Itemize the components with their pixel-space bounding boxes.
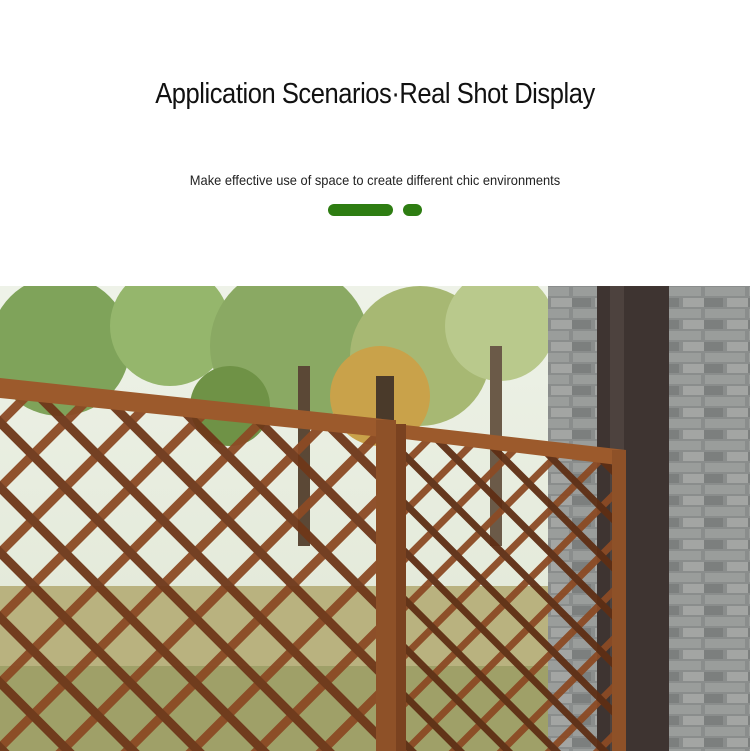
page-title: Application Scenarios·Real Shot Display: [155, 78, 595, 110]
fence-panel-right: [396, 424, 626, 751]
page-subtitle: Make effective use of space to create different chic environments: [189, 172, 561, 188]
decorative-pill-short: [403, 204, 422, 216]
decorative-pill-long: [328, 204, 393, 216]
fence-panel-left: [0, 378, 396, 751]
scene-photo: [0, 286, 750, 751]
